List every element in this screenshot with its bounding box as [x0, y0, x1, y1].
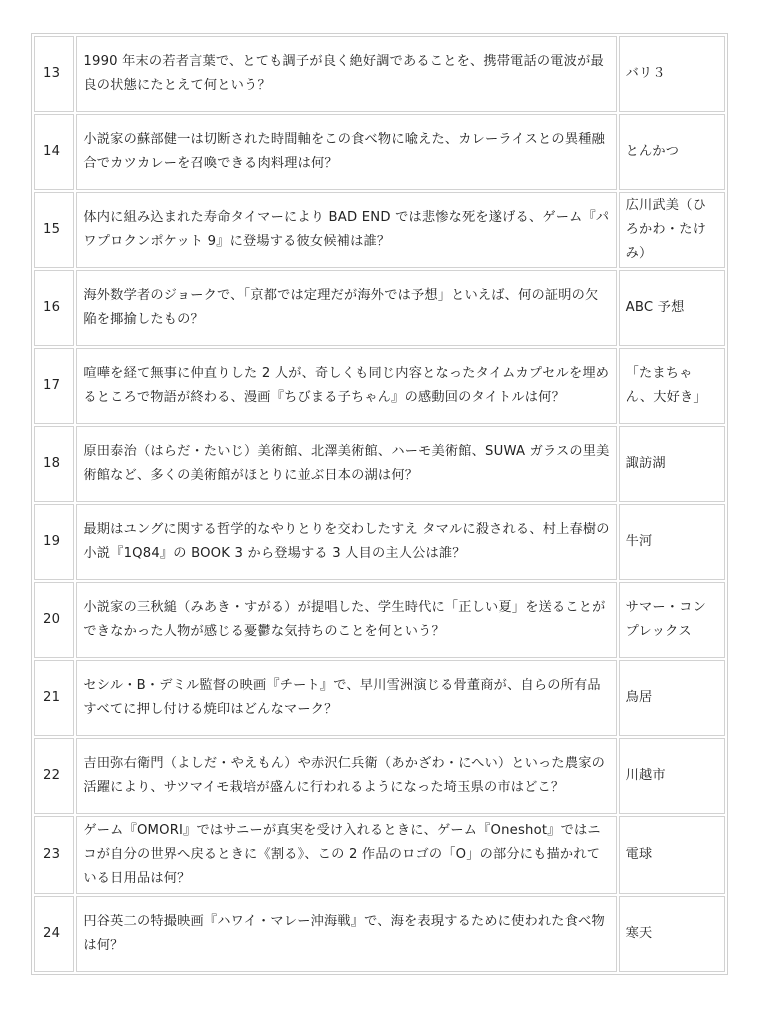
quiz-table [31, 33, 728, 975]
answer-text: 鳥居 [619, 660, 725, 736]
question-text: 最期はユングに関する哲学的なやりとりを交わしたすえ タマルに殺される、村上春樹の小説『1Q84』の BOOK 3 から登場する 3 人目の主人公は誰？ [76, 504, 616, 580]
answer-text: 牛河 [619, 504, 725, 580]
question-number: 14 [34, 114, 74, 190]
question-text: セシル・B・デミル監督の映画『チート』で、早川雪洲演じる骨董商が、自らの所有品すべてに押し付ける焼印はどんなマーク？ [76, 660, 616, 736]
table-row [34, 896, 725, 972]
question-number: 24 [34, 896, 74, 972]
question-number: 16 [34, 270, 74, 346]
question-text: 小説家の三秋縋（みあき・すがる）が提唱した、学生時代に「正しい夏」を送ることができなかった人物が感じる憂鬱な気持ちのことを何という？ [76, 582, 616, 658]
question-text: 円谷英二の特撮映画『ハワイ・マレー沖海戦』で、海を表現するために使われた食べ物は何？ [76, 896, 616, 972]
table-row [34, 114, 725, 190]
table-row [34, 816, 725, 894]
table-row [34, 192, 725, 268]
answer-text: 「たまちゃん、大好き」 [619, 348, 725, 424]
table-row [34, 738, 725, 814]
table-row [34, 660, 725, 736]
question-number: 22 [34, 738, 74, 814]
table-row [34, 270, 725, 346]
question-text: 原田泰治（はらだ・たいじ）美術館、北澤美術館、ハーモ美術館、SUWA ガラスの里美術館など、多くの美術館がほとりに並ぶ日本の湖は何？ [76, 426, 616, 502]
question-text: 1990 年末の若者言葉で、とても調子が良く絶好調であることを、携帯電話の電波が最良の状態にたとえて何という？ [76, 36, 616, 112]
question-number: 13 [34, 36, 74, 112]
answer-text: 電球 [619, 816, 725, 894]
question-text: 小説家の蘇部健一は切断された時間軸をこの食べ物に喩えた、カレーライスとの異種融合でカツカレーを召喚できる肉料理は何？ [76, 114, 616, 190]
question-number: 21 [34, 660, 74, 736]
answer-text: 広川武美（ひろかわ・たけみ） [619, 192, 725, 268]
answer-text: 川越市 [619, 738, 725, 814]
question-number: 19 [34, 504, 74, 580]
question-number: 17 [34, 348, 74, 424]
question-text: ゲーム『OMORI』ではサニーが真実を受け入れるときに、ゲーム『Oneshot』ではニコが自分の世界へ戻るときに《割る》、この 2 作品のロゴの「O」の部分にも描かれている日用品は何？ [76, 816, 616, 894]
table-row [34, 582, 725, 658]
answer-text: ABC 予想 [619, 270, 725, 346]
question-number: 18 [34, 426, 74, 502]
question-text: 喧嘩を経て無事に仲直りした 2 人が、奇しくも同じ内容となったタイムカプセルを埋めるところで物語が終わる、漫画『ちびまる子ちゃん』の感動回のタイトルは何？ [76, 348, 616, 424]
table-row [34, 348, 725, 424]
question-number: 20 [34, 582, 74, 658]
answer-text: バリ３ [619, 36, 725, 112]
answer-text: とんかつ [619, 114, 725, 190]
question-number: 23 [34, 816, 74, 894]
table-row [34, 426, 725, 502]
answer-text: 寒天 [619, 896, 725, 972]
table-row [34, 36, 725, 112]
question-text: 海外数学者のジョークで、「京都では定理だが海外では予想」といえば、何の証明の欠陥を揶揄したもの？ [76, 270, 616, 346]
table-row [34, 504, 725, 580]
question-text: 吉田弥右衛門（よしだ・やえもん）や赤沢仁兵衛（あかざわ・にへい）といった農家の活躍により、サツマイモ栽培が盛んに行われるようになった埼玉県の市はどこ？ [76, 738, 616, 814]
answer-text: サマー・コンプレックス [619, 582, 725, 658]
question-text: 体内に組み込まれた寿命タイマーにより BAD END では悲惨な死を遂げる、ゲーム『パワプロクンポケット 9』に登場する彼女候補は誰？ [76, 192, 616, 268]
answer-text: 諏訪湖 [619, 426, 725, 502]
question-number: 15 [34, 192, 74, 268]
